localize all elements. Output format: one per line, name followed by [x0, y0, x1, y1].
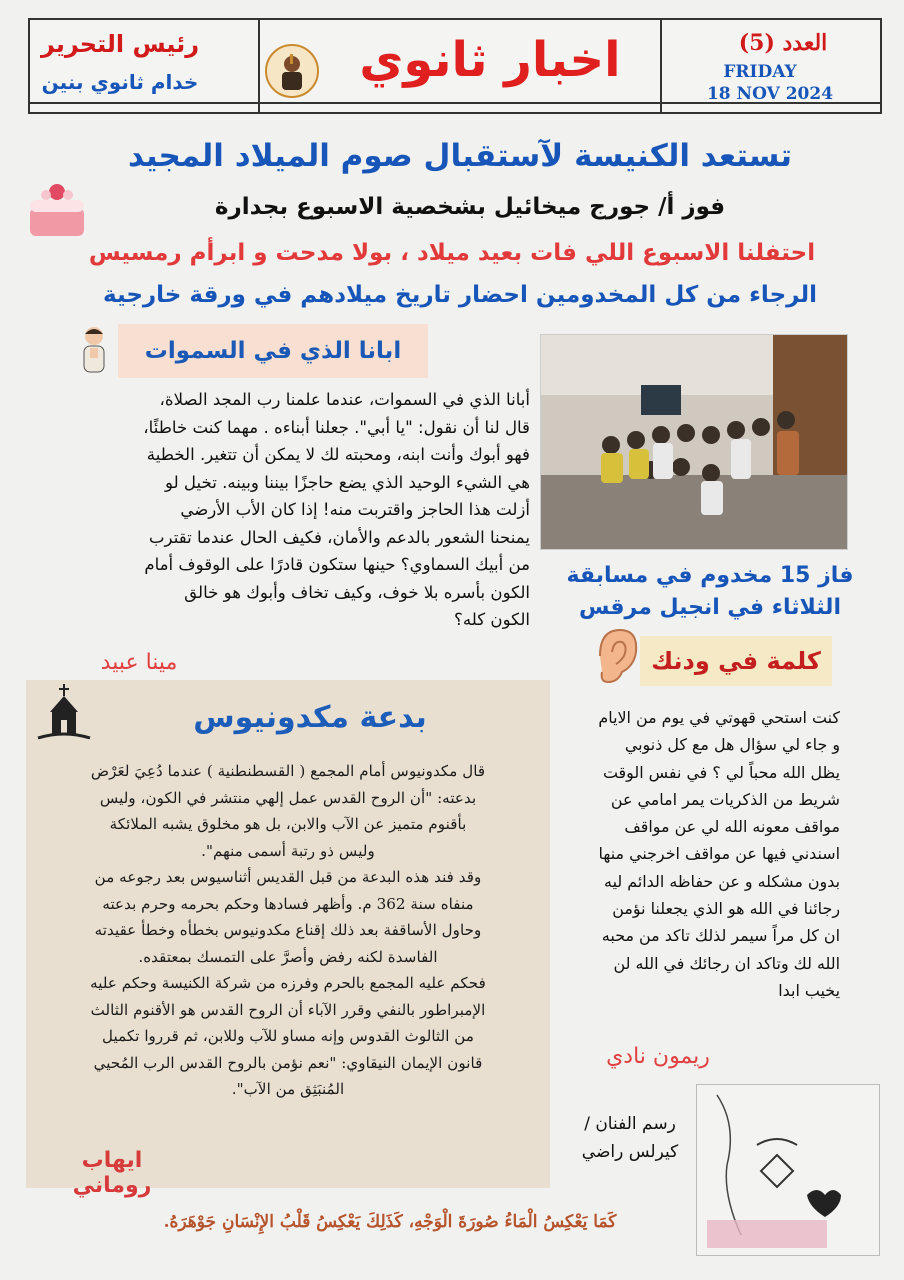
- article-line: قال لنا أن نقول: "يا أبي". جعلنا أبناءه . مهما كنت خاطئًا،: [143, 417, 530, 437]
- newspaper-logo: اخبار ثانوي: [359, 32, 621, 88]
- article-line: بدعته: "أن الروح القدس عمل إلهي منتشر في الكون، وليس: [99, 788, 477, 807]
- article-line: مواقف معونه الله لي عن مواقف: [624, 817, 840, 837]
- article-line: و جاء لي سؤال هل مع كل ذنوبي: [624, 735, 840, 755]
- article-line: الإمبراطور بالنفي وقرر الآباء أن الروح القدس هو الأقنوم الثالث: [90, 1000, 486, 1019]
- issue-day: FRIDAY: [723, 62, 797, 82]
- art-caption: [560, 1110, 700, 1166]
- editor-title: رئيس التحرير: [40, 30, 200, 58]
- art-caption-line: رسم الفنان /: [584, 1114, 676, 1134]
- article-line: الله لك وتاكد ان رجائك في الله لن: [613, 953, 840, 973]
- article-line: بدون مشكله و عن حفاظه الدائم ليه: [604, 871, 840, 891]
- author-mina: مينا عبيد: [100, 650, 178, 675]
- author-ehab: ايهاب روماني: [72, 1148, 152, 1198]
- article-line: من الثالوث القدوس وإنه مساو للآب وللابن، ثم قرروا تكميل: [102, 1027, 474, 1045]
- group-photo: [540, 334, 848, 550]
- section-heading-our-father: ابانا الذي في السموات: [118, 324, 428, 378]
- section-heading-word-in-ear: كلمة في ودنك: [640, 636, 832, 686]
- headline-person-of-week: فوز أ/ جورج ميخائيل بشخصية الاسبوع بجدارة: [214, 194, 726, 220]
- article-line: هي الشيء الوحيد الذي يضع حاجزًا بيننا وبينه. تخيل لو: [165, 472, 530, 492]
- article-line: فهو أبوك وأنت ابنه، ومحبته لك لا يمكن أن تتغير. الخطية: [146, 445, 530, 464]
- article-line: يخيب ابدا: [778, 980, 840, 1000]
- issue-number: العدد (5): [738, 30, 828, 56]
- headline-birthdays: احتفلنا الاسبوع اللي فات بعيد ميلاد ، بولا مدحت و ابرأم رمسيس: [88, 240, 816, 266]
- church-icon: [36, 684, 92, 744]
- ear-icon: [590, 626, 642, 688]
- article-line: وحاول الأساقفة بعد ذلك إقناع مكدونيوس بخطأه وخطأ عقيدته: [94, 921, 482, 939]
- photo-caption-line: الثلاثاء في انجيل مرقس: [579, 595, 841, 620]
- article-line: وقد فند هذه البدعة من قبل القديس أثناسيوس بعد رجوعه من: [94, 868, 482, 886]
- article-line: الكون بأسره بلا خوف، وكيف تخاف وأبوك هو خالق: [184, 582, 530, 602]
- article-line: الكون كله؟: [454, 610, 530, 629]
- article-line: فحكم عليه المجمع بالحرم وفرزه من شركة الكنيسة وحكم عليه: [90, 974, 486, 992]
- article-line: رجائنا في الله هو الذي يجعلنا نؤمن: [612, 899, 840, 919]
- issue-date: 18 NOV 2024: [706, 84, 834, 104]
- article-line: أبانا الذي في السموات، عندما علمنا رب المجد الصلاة،: [159, 390, 530, 409]
- article-line: ان كل مراً سيمر لذلك تاكد من محبه: [601, 926, 840, 946]
- praying-person-icon: [72, 324, 116, 374]
- article-line: اسندني فيها عن مواقف اخرجني منها: [598, 844, 840, 864]
- art-caption-line: كيرلس راضي: [581, 1142, 679, 1162]
- article-line: يمنحنا الشعور بالدعم والأمان، فكيف الحال عندما تقترب: [148, 527, 530, 547]
- article-line: يظل الله محباً لي ؟ في نفس الوقت: [602, 762, 840, 782]
- article-line: كنت استحي قهوتي في يوم من الايام: [598, 708, 840, 727]
- main-headline: تستعد الكنيسة لآستقبال صوم الميلاد المجيد: [127, 138, 793, 174]
- article-line: قانون الإيمان النيقاوي: "نعم نؤمن بالروح القدس الرب المُحيي: [93, 1053, 483, 1072]
- masthead-divider: [258, 20, 260, 112]
- church-logo: [265, 44, 319, 98]
- editor-name: خدام ثانوي بنين: [41, 70, 199, 94]
- heresy-article-text: [36, 758, 540, 1103]
- artist-drawing: [696, 1084, 880, 1256]
- birthday-cake-icon: [24, 178, 90, 240]
- article-line: بأقنوم متميز عن الآب والابن، بل هو مخلوق يشبه الملائكة: [109, 815, 467, 833]
- masthead-divider: [660, 20, 662, 112]
- headline-birthdate-request: الرجاء من كل المخدومين احضار تاريخ ميلادهم في ورقة خارجية: [103, 282, 817, 308]
- article-line: أزلت هذا الحاجز واقتربت منه! إذا كان الأب الأرضي: [180, 500, 530, 519]
- photo-caption-line: فاز 15 مخدوم في مسابقة: [566, 563, 854, 588]
- article-line: شريط من الذكريات يمر امامي عن: [610, 789, 840, 809]
- footer-quote: كَمَا يَعْكِسُ الْمَاءُ صُورَةَ الْوَجْهِ، كَذَلِكَ يَعْكِسُ قَلْبُ الإِنْسَانِ جَوْهَرَهُ.: [163, 1212, 617, 1232]
- article-line: وليس ذو رتبة أسمى منهم".: [201, 841, 375, 860]
- our-father-article: [70, 386, 530, 634]
- article-line: قال مكدونيوس أمام المجمع ( القسطنطنية ) عندما دُعِيَ لعَرْض: [90, 762, 486, 780]
- article-line: منفاه سنة 362 م. وأظهر فسادها وحكم بحرمه وحرم بدعته: [102, 894, 474, 913]
- article-line: الفاسدة لكنه رفض وأصرَّ على التمسك بمعتقده.: [138, 947, 438, 966]
- word-in-ear-article: [570, 704, 840, 1004]
- photo-caption: [560, 560, 860, 624]
- heresy-title: بدعة مكدونيوس: [193, 700, 427, 735]
- author-raymon: ريمون نادي: [606, 1044, 710, 1069]
- article-line: من أبيك السماوي؟ حينها ستكون قادرًا على الوقوف أمام: [144, 555, 530, 574]
- article-line: المُنبَثِق من الآب".: [231, 1080, 345, 1098]
